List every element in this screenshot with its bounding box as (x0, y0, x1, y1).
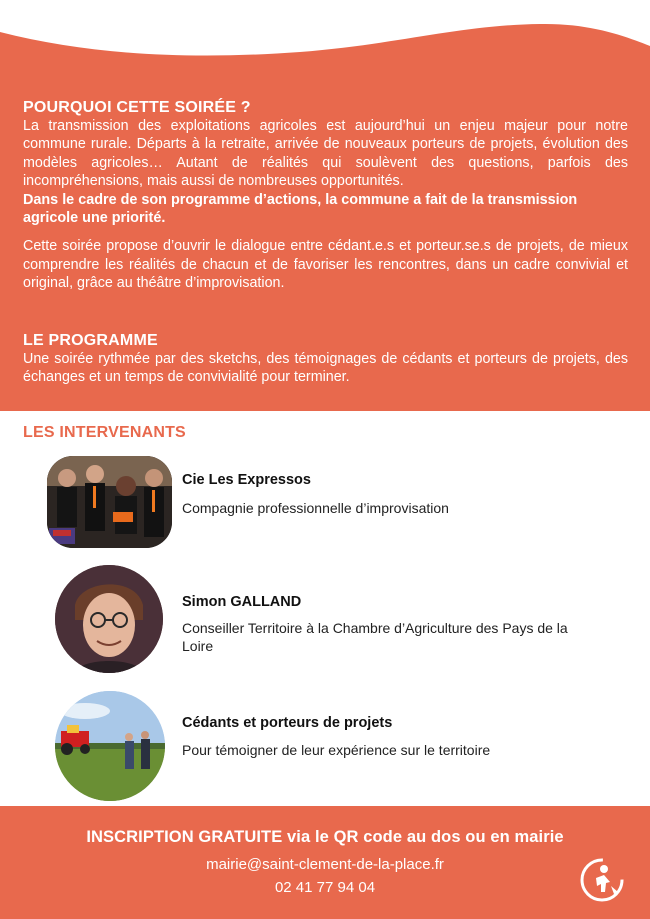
speaker-desc-2: Conseiller Territoire à la Chambre d’Agriculture des Pays de la Loire (182, 620, 568, 654)
speaker-desc-1: Compagnie professionnelle d’improvisation (182, 500, 449, 516)
speaker-name-1: Cie Les Expressos (182, 472, 311, 488)
program-block (23, 331, 628, 387)
speakers-heading: LES INTERVENANTS (23, 424, 186, 441)
contact-phone[interactable]: 02 41 77 94 04 (274, 879, 376, 896)
why-paragraph-bold: Dans le cadre de son programme d’actions, la commune a fait de la transmission agricole une priorité. (23, 191, 578, 227)
footer (0, 806, 650, 919)
program-heading: LE PROGRAMME (23, 332, 158, 349)
speaker-desc-3: Pour témoigner de leur expérience sur le territoire (182, 742, 491, 758)
speaker-photo-galland (55, 565, 163, 673)
wave-decoration (0, 0, 650, 80)
commune-logo-icon (578, 856, 626, 904)
speaker-photo-expressos (47, 456, 172, 548)
speaker-name-2: Simon GALLAND (182, 594, 302, 610)
speaker-name-3: Cédants et porteurs de projets (182, 715, 393, 731)
registration-text: INSCRIPTION GRATUITE via le QR code au dos ou en mairie (86, 828, 564, 846)
contact-email[interactable]: mairie@saint-clement-de-la-place.fr (206, 856, 444, 873)
speaker-photo-farmers (55, 691, 165, 801)
why-paragraph-2: Cette soirée propose d’ouvrir le dialogue entre cédant.e.s et porteur.se.s de projets, de mieux comprendre les réalités de chacun et de favoriser les rencontres, dans un cadre convivial et original, grâce au théâtre d’improvisation. (23, 238, 628, 292)
why-paragraph-1: La transmission des exploitations agricoles est aujourd’hui un enjeu majeur pour notre commune rurale. Départs à la retraite, arrivée de nouveaux porteurs de projets, évolution des modèles agricoles… Autant de réalités qui soulèvent des questions, parfois des incompréhensions, mais aussi de nombreuses opportunités. (23, 118, 628, 190)
why-heading: POURQUOI CETTE SOIRÉE ? (23, 99, 251, 116)
program-paragraph: Une soirée rythmée par des sketchs, des témoignages de cédants et porteurs de projets, des échanges et un temps de convivialité pour terminer. (23, 351, 628, 386)
why-block (23, 98, 628, 293)
